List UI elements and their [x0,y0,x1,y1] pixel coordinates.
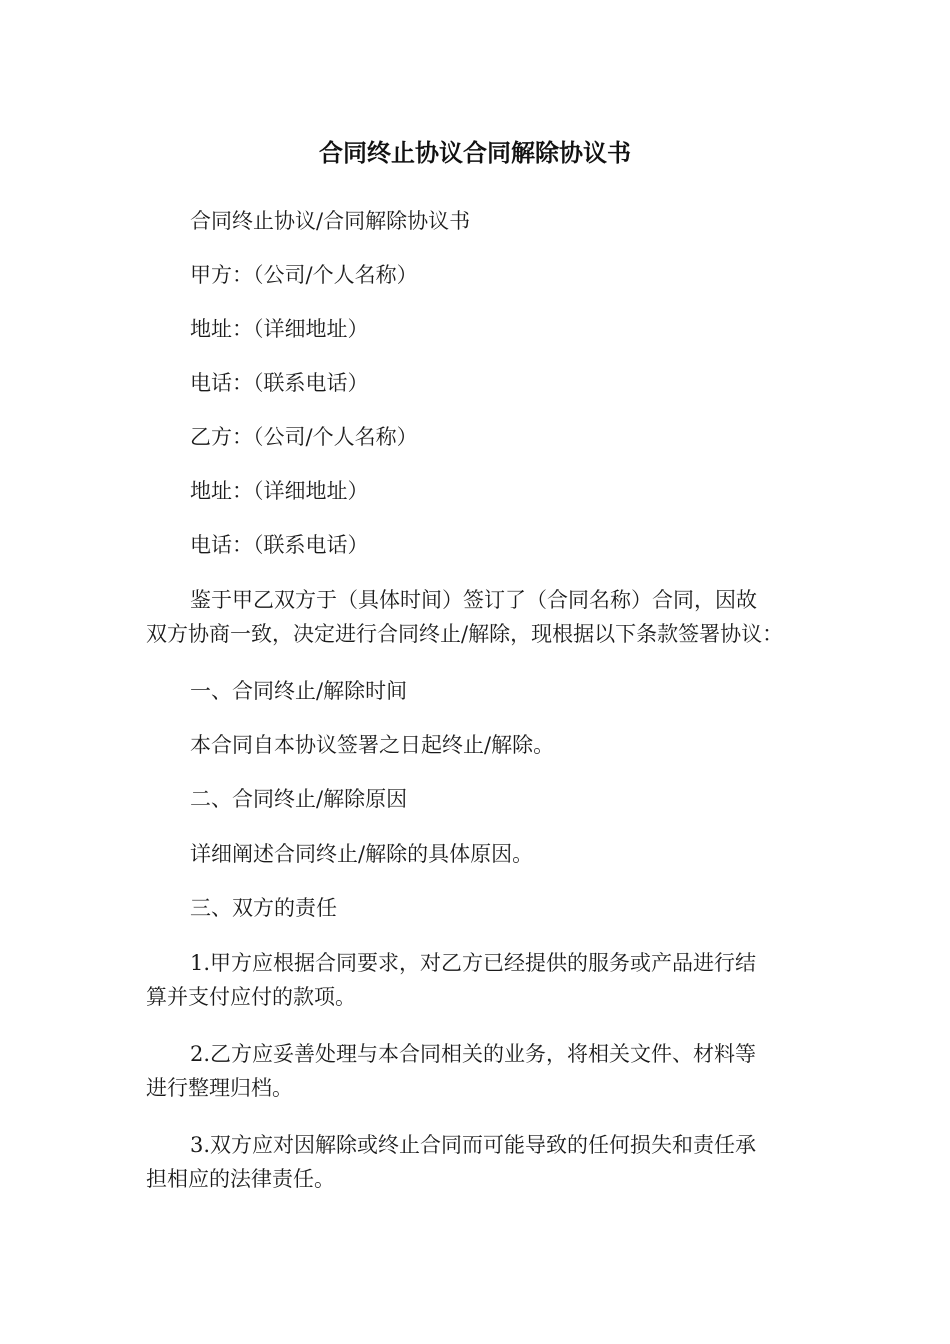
section-3-item-3-line-1: 3.双方应对因解除或终止合同而可能导致的任何损失和责任承 [190,1133,757,1157]
document-title: 合同终止协议合同解除协议书 [319,139,631,167]
party-a-name: 甲方：（公司/个人名称） [190,263,418,287]
document-subtitle: 合同终止协议/合同解除协议书 [190,209,471,233]
preamble-paragraph [146,583,826,651]
party-b-name: 乙方：（公司/个人名称） [190,425,418,449]
party-b-address: 地址：（详细地址） [190,479,369,503]
preamble-line-2: 双方协商一致，决定进行合同终止/解除，现根据以下条款签署协议： [146,622,784,646]
section-3-item-2-line-1: 2.乙方应妥善处理与本合同相关的业务，将相关文件、材料等 [190,1042,757,1066]
section-2-heading: 二、合同终止/解除原因 [190,787,408,811]
section-3-item-1-line-1: 1.甲方应根据合同要求，对乙方已经提供的服务或产品进行结 [190,951,757,975]
party-a-address: 地址：（详细地址） [190,317,369,341]
section-1-heading: 一、合同终止/解除时间 [190,679,408,703]
section-3-item-2 [146,1037,826,1105]
party-b-phone: 电话：（联系电话） [190,533,369,557]
section-3-heading: 三、双方的责任 [190,896,337,920]
section-3-item-3 [146,1128,826,1196]
section-3-item-2-line-2: 进行整理归档。 [146,1076,293,1100]
section-3-item-3-line-2: 担相应的法律责任。 [146,1167,335,1191]
section-3-item-1 [146,946,826,1014]
section-2-body: 详细阐述合同终止/解除的具体原因。 [190,842,534,866]
preamble-line-1: 鉴于甲乙双方于（具体时间）签订了（合同名称）合同，因故 [190,588,757,612]
party-a-phone: 电话：（联系电话） [190,371,369,395]
section-3-item-1-line-2: 算并支付应付的款项。 [146,985,356,1009]
section-1-body: 本合同自本协议签署之日起终止/解除。 [190,733,555,757]
